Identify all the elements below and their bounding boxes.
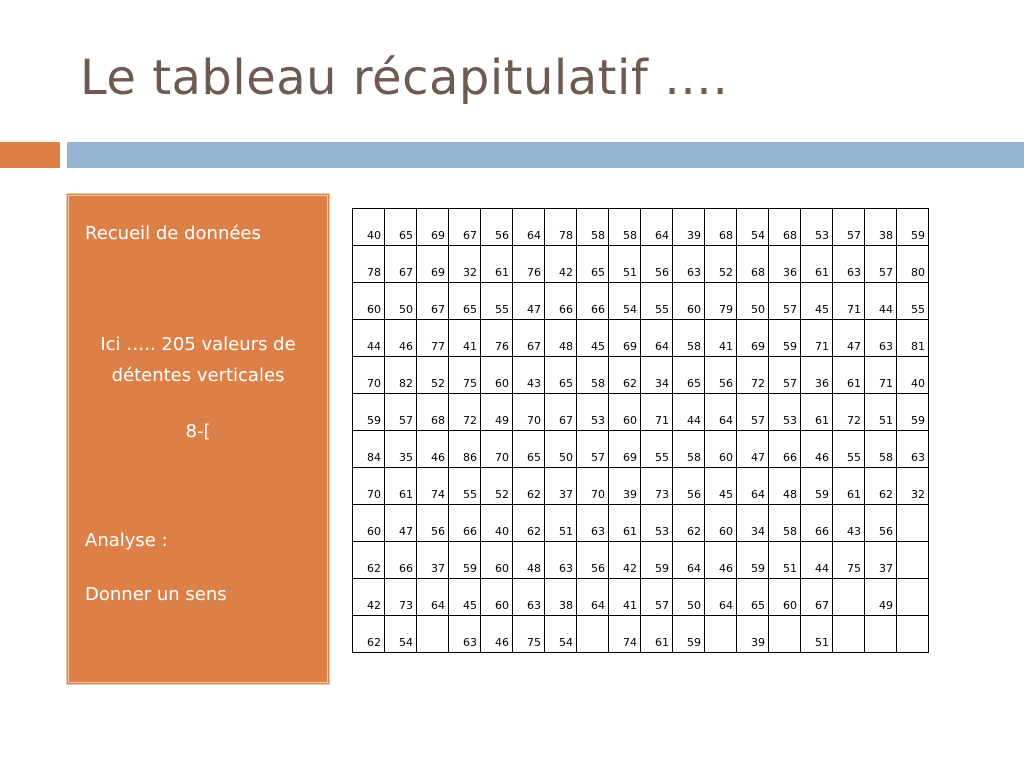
table-cell: 64 — [705, 394, 737, 431]
table-cell — [417, 616, 449, 653]
table-cell: 50 — [545, 431, 577, 468]
table-cell — [897, 542, 929, 579]
table-cell: 32 — [897, 468, 929, 505]
table-cell: 54 — [737, 209, 769, 246]
table-cell: 53 — [769, 394, 801, 431]
table-cell: 43 — [833, 505, 865, 542]
table-cell: 55 — [641, 431, 673, 468]
table-cell: 62 — [513, 505, 545, 542]
table-cell: 75 — [449, 357, 481, 394]
table-cell: 58 — [673, 320, 705, 357]
accent-bar-blue — [67, 142, 1024, 168]
table-cell: 51 — [865, 394, 897, 431]
table-cell: 74 — [417, 468, 449, 505]
table-cell: 59 — [353, 394, 385, 431]
table-cell: 61 — [641, 616, 673, 653]
table-cell: 61 — [801, 246, 833, 283]
table-cell: 60 — [481, 542, 513, 579]
table-cell: 68 — [417, 394, 449, 431]
table-cell: 76 — [481, 320, 513, 357]
table-cell — [897, 505, 929, 542]
table-row — [353, 394, 929, 431]
table-cell: 68 — [705, 209, 737, 246]
table-cell: 60 — [481, 579, 513, 616]
table-cell: 39 — [609, 468, 641, 505]
table-cell: 70 — [481, 431, 513, 468]
table-cell: 60 — [353, 283, 385, 320]
table-cell: 71 — [641, 394, 673, 431]
table-cell: 69 — [417, 209, 449, 246]
table-cell: 72 — [833, 394, 865, 431]
table-cell: 63 — [897, 431, 929, 468]
table-cell: 69 — [737, 320, 769, 357]
table-cell: 70 — [577, 468, 609, 505]
table-cell: 74 — [609, 616, 641, 653]
table-cell: 59 — [769, 320, 801, 357]
table-cell: 64 — [513, 209, 545, 246]
table-cell: 50 — [737, 283, 769, 320]
table-cell: 65 — [449, 283, 481, 320]
table-cell: 41 — [705, 320, 737, 357]
table-cell: 60 — [481, 357, 513, 394]
table-cell: 55 — [641, 283, 673, 320]
table-cell: 75 — [513, 616, 545, 653]
table-cell: 66 — [769, 431, 801, 468]
data-table — [352, 208, 929, 653]
table-cell: 41 — [449, 320, 481, 357]
table-cell: 71 — [833, 283, 865, 320]
accent-bar-orange — [0, 142, 60, 168]
table-cell: 65 — [385, 209, 417, 246]
table-cell: 60 — [609, 394, 641, 431]
table-row — [353, 320, 929, 357]
table-cell: 61 — [833, 357, 865, 394]
table-cell: 51 — [769, 542, 801, 579]
table-cell: 62 — [353, 616, 385, 653]
table-cell: 47 — [833, 320, 865, 357]
table-cell: 77 — [417, 320, 449, 357]
table-row — [353, 246, 929, 283]
table-cell: 56 — [481, 209, 513, 246]
table-cell: 55 — [897, 283, 929, 320]
table-cell: 49 — [481, 394, 513, 431]
table-cell: 42 — [609, 542, 641, 579]
table-cell: 66 — [801, 505, 833, 542]
table-cell: 66 — [385, 542, 417, 579]
table-cell: 69 — [609, 431, 641, 468]
table-cell: 53 — [801, 209, 833, 246]
table-cell: 49 — [865, 579, 897, 616]
table-cell: 59 — [897, 209, 929, 246]
table-row — [353, 579, 929, 616]
table-cell: 65 — [673, 357, 705, 394]
table-cell: 73 — [385, 579, 417, 616]
table-cell: 57 — [865, 246, 897, 283]
table-cell: 51 — [545, 505, 577, 542]
table-cell: 52 — [481, 468, 513, 505]
table-cell: 40 — [353, 209, 385, 246]
table-cell: 58 — [673, 431, 705, 468]
table-cell: 57 — [769, 357, 801, 394]
table-cell: 60 — [353, 505, 385, 542]
table-cell: 84 — [353, 431, 385, 468]
table-cell: 43 — [513, 357, 545, 394]
table-cell: 44 — [673, 394, 705, 431]
table-cell: 39 — [737, 616, 769, 653]
table-cell: 67 — [449, 209, 481, 246]
table-cell: 35 — [385, 431, 417, 468]
ici-text-line1: Ici ….. 205 valeurs de — [100, 334, 296, 355]
table-cell: 63 — [673, 246, 705, 283]
table-cell: 40 — [481, 505, 513, 542]
table-cell: 82 — [385, 357, 417, 394]
table-row — [353, 505, 929, 542]
table-cell: 54 — [385, 616, 417, 653]
table-cell: 72 — [737, 357, 769, 394]
table-cell: 64 — [641, 320, 673, 357]
table-cell: 67 — [417, 283, 449, 320]
table-cell: 67 — [385, 246, 417, 283]
table-row — [353, 283, 929, 320]
table-cell: 44 — [801, 542, 833, 579]
table-cell: 59 — [673, 616, 705, 653]
table-cell: 65 — [577, 246, 609, 283]
table-cell: 59 — [449, 542, 481, 579]
table-cell: 64 — [417, 579, 449, 616]
table-cell: 62 — [865, 468, 897, 505]
table-cell: 42 — [545, 246, 577, 283]
table-cell: 71 — [865, 357, 897, 394]
table-cell: 55 — [481, 283, 513, 320]
table-cell: 63 — [449, 616, 481, 653]
table-cell: 81 — [897, 320, 929, 357]
table-cell: 75 — [833, 542, 865, 579]
table-cell — [897, 616, 929, 653]
table-cell — [833, 616, 865, 653]
table-cell: 80 — [897, 246, 929, 283]
table-cell: 44 — [353, 320, 385, 357]
table-cell: 47 — [513, 283, 545, 320]
table-cell: 46 — [481, 616, 513, 653]
table-cell: 53 — [577, 394, 609, 431]
table-cell: 56 — [673, 468, 705, 505]
table-cell: 50 — [385, 283, 417, 320]
table-row — [353, 616, 929, 653]
table-row — [353, 431, 929, 468]
table-cell: 66 — [577, 283, 609, 320]
ici-text-line2: détentes verticales — [111, 365, 285, 386]
table-cell: 54 — [609, 283, 641, 320]
table-cell: 36 — [801, 357, 833, 394]
table-cell: 67 — [801, 579, 833, 616]
table-cell: 64 — [641, 209, 673, 246]
table-cell: 61 — [801, 394, 833, 431]
table-cell: 64 — [705, 579, 737, 616]
table-cell: 62 — [609, 357, 641, 394]
analyse-text: Analyse : — [85, 530, 168, 551]
table-cell: 61 — [385, 468, 417, 505]
table-cell: 48 — [545, 320, 577, 357]
table-cell: 46 — [417, 431, 449, 468]
table-cell: 63 — [577, 505, 609, 542]
table-cell: 59 — [897, 394, 929, 431]
table-cell: 46 — [705, 542, 737, 579]
table-cell: 59 — [737, 542, 769, 579]
table-cell: 57 — [577, 431, 609, 468]
table-cell: 60 — [705, 431, 737, 468]
table-cell: 53 — [641, 505, 673, 542]
table-cell: 47 — [385, 505, 417, 542]
table-cell: 58 — [769, 505, 801, 542]
table-cell: 46 — [385, 320, 417, 357]
table-cell: 60 — [673, 283, 705, 320]
table-row — [353, 542, 929, 579]
table-cell: 45 — [801, 283, 833, 320]
table-cell: 55 — [449, 468, 481, 505]
table-cell: 45 — [449, 579, 481, 616]
table-row — [353, 357, 929, 394]
table-row — [353, 468, 929, 505]
table-cell: 64 — [737, 468, 769, 505]
table-cell: 34 — [737, 505, 769, 542]
table-cell: 37 — [417, 542, 449, 579]
table-cell — [833, 579, 865, 616]
table-cell: 62 — [353, 542, 385, 579]
table-cell: 57 — [641, 579, 673, 616]
table-cell: 67 — [545, 394, 577, 431]
table-cell: 63 — [513, 579, 545, 616]
table-cell: 76 — [513, 246, 545, 283]
table-cell — [577, 616, 609, 653]
table-cell: 55 — [833, 431, 865, 468]
table-cell: 51 — [801, 616, 833, 653]
donner-sens-text: Donner un sens — [85, 584, 227, 605]
table-cell: 65 — [545, 357, 577, 394]
table-cell: 52 — [417, 357, 449, 394]
table-cell: 34 — [641, 357, 673, 394]
table-cell: 63 — [833, 246, 865, 283]
table-row — [353, 209, 929, 246]
table-cell: 58 — [865, 431, 897, 468]
table-cell: 56 — [417, 505, 449, 542]
table-cell — [769, 616, 801, 653]
table-cell: 58 — [577, 209, 609, 246]
table-cell: 54 — [545, 616, 577, 653]
table-cell: 56 — [641, 246, 673, 283]
table-cell: 73 — [641, 468, 673, 505]
table-cell: 78 — [353, 246, 385, 283]
table-cell: 59 — [801, 468, 833, 505]
table-cell: 38 — [545, 579, 577, 616]
table-cell: 37 — [545, 468, 577, 505]
table-cell: 37 — [865, 542, 897, 579]
table-cell — [705, 616, 737, 653]
table-cell: 57 — [769, 283, 801, 320]
table-cell: 52 — [705, 246, 737, 283]
table-cell: 38 — [865, 209, 897, 246]
table-cell: 65 — [513, 431, 545, 468]
table-cell: 57 — [833, 209, 865, 246]
table-cell: 65 — [737, 579, 769, 616]
table-cell: 69 — [417, 246, 449, 283]
emoticon-text: 8-[ — [185, 421, 211, 442]
table-cell: 78 — [545, 209, 577, 246]
table-cell: 48 — [769, 468, 801, 505]
table-cell: 69 — [609, 320, 641, 357]
table-cell: 32 — [449, 246, 481, 283]
table-cell: 46 — [801, 431, 833, 468]
table-cell: 50 — [673, 579, 705, 616]
table-cell: 79 — [705, 283, 737, 320]
table-cell: 56 — [705, 357, 737, 394]
table-cell: 58 — [577, 357, 609, 394]
table-cell: 39 — [673, 209, 705, 246]
table-cell: 41 — [609, 579, 641, 616]
summary-sidebox — [66, 193, 330, 685]
table-cell: 40 — [897, 357, 929, 394]
table-cell: 62 — [513, 468, 545, 505]
table-cell: 66 — [449, 505, 481, 542]
table-cell: 56 — [865, 505, 897, 542]
table-cell: 68 — [737, 246, 769, 283]
table-cell: 45 — [577, 320, 609, 357]
table-cell: 60 — [705, 505, 737, 542]
table-cell: 71 — [801, 320, 833, 357]
table-cell: 57 — [385, 394, 417, 431]
table-cell: 57 — [737, 394, 769, 431]
table-cell — [865, 616, 897, 653]
table-cell: 58 — [609, 209, 641, 246]
table-cell: 36 — [769, 246, 801, 283]
table-cell: 70 — [353, 468, 385, 505]
table-cell: 64 — [673, 542, 705, 579]
table-cell: 62 — [673, 505, 705, 542]
table-cell — [897, 579, 929, 616]
table-cell: 59 — [641, 542, 673, 579]
slide-title: Le tableau récapitulatif …. — [80, 50, 729, 106]
table-cell: 47 — [737, 431, 769, 468]
table-cell: 68 — [769, 209, 801, 246]
table-cell: 86 — [449, 431, 481, 468]
table-cell: 63 — [865, 320, 897, 357]
recueil-text: Recueil de données — [85, 223, 261, 244]
table-cell: 48 — [513, 542, 545, 579]
table-cell: 67 — [513, 320, 545, 357]
table-cell: 64 — [577, 579, 609, 616]
table-cell: 66 — [545, 283, 577, 320]
table-cell: 42 — [353, 579, 385, 616]
table-cell: 60 — [769, 579, 801, 616]
table-cell: 61 — [609, 505, 641, 542]
table-cell: 61 — [833, 468, 865, 505]
table-cell: 45 — [705, 468, 737, 505]
table-cell: 72 — [449, 394, 481, 431]
table-cell: 44 — [865, 283, 897, 320]
table-cell: 51 — [609, 246, 641, 283]
table-cell: 70 — [513, 394, 545, 431]
table-cell: 56 — [577, 542, 609, 579]
table-cell: 63 — [545, 542, 577, 579]
table-cell: 61 — [481, 246, 513, 283]
table-cell: 70 — [353, 357, 385, 394]
